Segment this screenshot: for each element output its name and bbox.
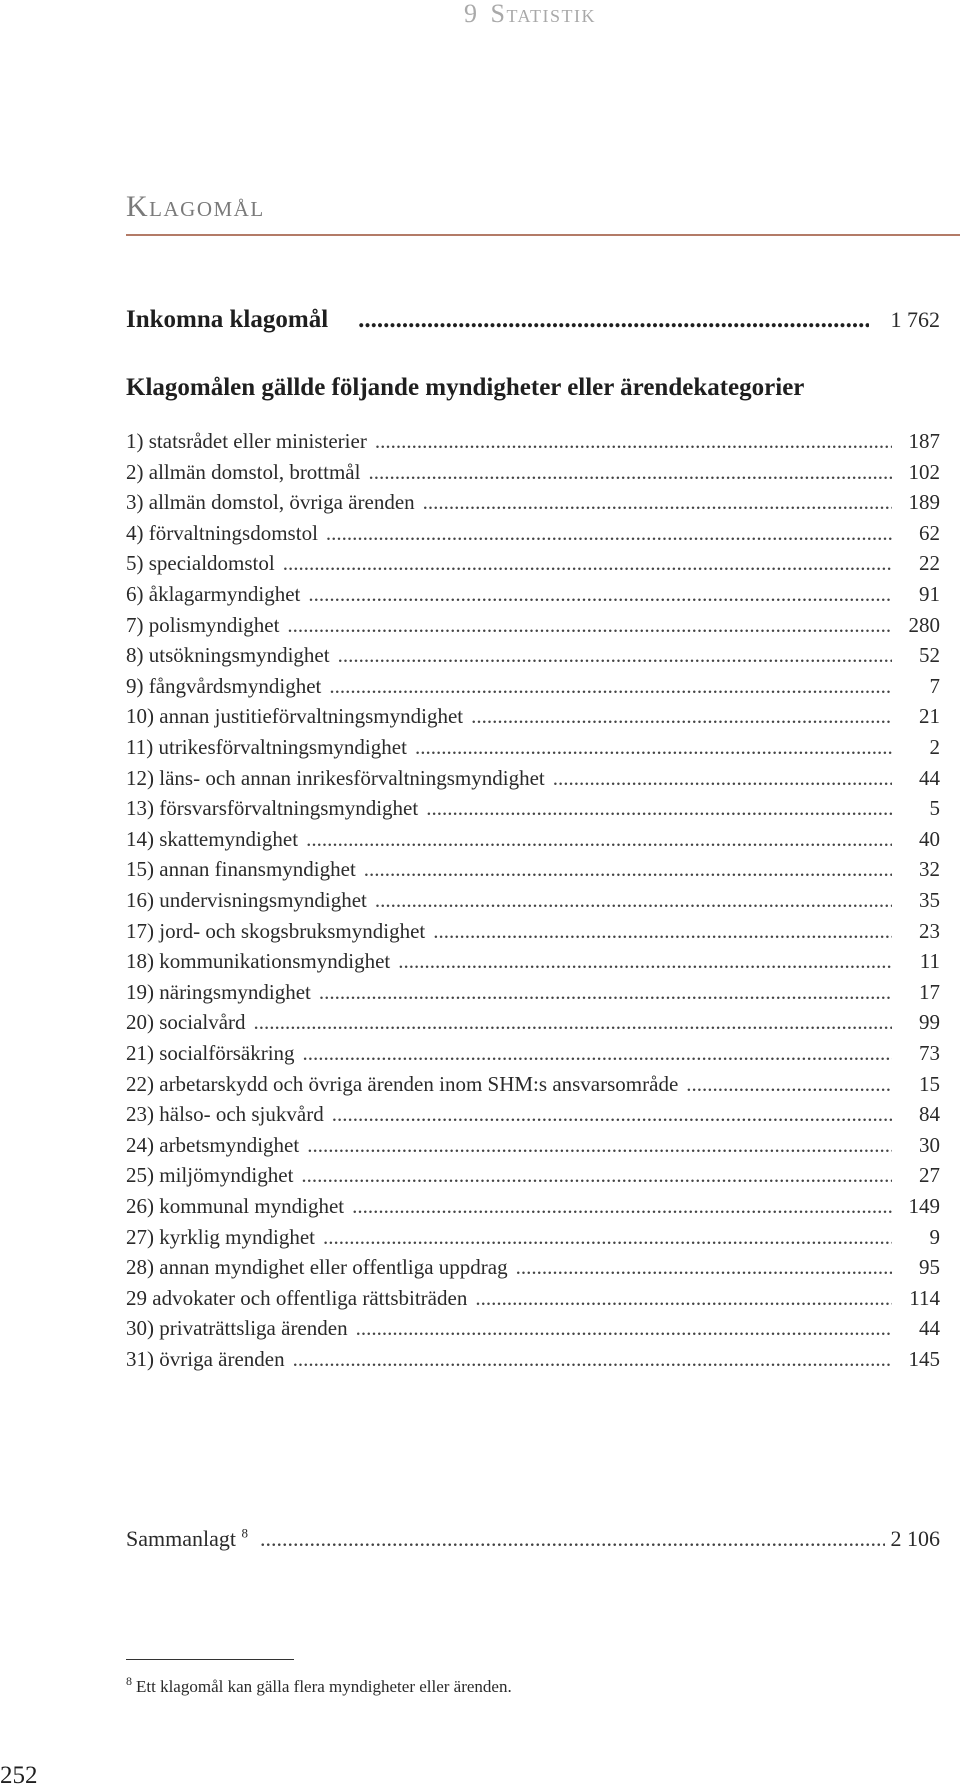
footnote-divider xyxy=(126,1659,294,1660)
dot-leader xyxy=(260,1525,885,1553)
category-count: 145 xyxy=(908,1347,940,1371)
category-count: 40 xyxy=(919,826,940,851)
category-row xyxy=(126,887,940,913)
dot-leader xyxy=(356,1315,892,1341)
category-row xyxy=(126,1132,940,1158)
category-row xyxy=(126,581,940,607)
category-row xyxy=(126,795,940,821)
dot-leader xyxy=(254,1009,892,1035)
category-count: 91 xyxy=(919,582,940,606)
category-count: 2 xyxy=(929,735,940,759)
category-count: 27 xyxy=(919,1163,940,1188)
category-row xyxy=(126,673,940,699)
category-count: 73 xyxy=(919,1041,940,1065)
dot-leader xyxy=(301,1162,892,1188)
dot-leader xyxy=(308,581,892,607)
category-label: 15) annan finansmyndighet xyxy=(126,857,356,882)
category-count: 44 xyxy=(919,765,940,790)
category-row xyxy=(126,734,940,760)
category-row xyxy=(126,948,940,974)
category-label: 13) försvarsförvaltningsmyndighet xyxy=(126,796,419,821)
dot-leader xyxy=(516,1254,892,1280)
total-label xyxy=(126,1525,248,1553)
category-label: 14) skattemyndighet xyxy=(126,826,299,851)
footnote-mark: 8 xyxy=(126,1674,132,1689)
category-count: 99 xyxy=(919,1010,940,1035)
dot-leader xyxy=(352,1193,892,1219)
category-row xyxy=(126,1009,940,1035)
dot-leader xyxy=(293,1346,892,1372)
category-count: 5 xyxy=(929,796,940,821)
category-row xyxy=(126,856,940,882)
dot-leader xyxy=(303,1040,892,1066)
dot-leader xyxy=(398,948,892,974)
received-value: 1 762 xyxy=(890,307,940,332)
category-row xyxy=(126,489,940,515)
dot-leader xyxy=(433,918,892,944)
category-count: 102 xyxy=(908,459,940,484)
category-row xyxy=(126,1224,940,1250)
section-divider xyxy=(126,234,960,236)
category-row xyxy=(126,520,940,546)
category-count: 15 xyxy=(919,1071,940,1096)
dot-leader xyxy=(368,459,892,485)
category-label: 18) kommunikationsmyndighet xyxy=(126,949,391,974)
category-label: 17) jord- och skogsbruksmyndighet xyxy=(126,918,426,943)
category-count: 44 xyxy=(919,1316,940,1341)
dot-leader xyxy=(283,550,892,576)
category-row xyxy=(126,642,940,668)
chapter-number: 9 xyxy=(464,0,479,28)
category-row xyxy=(126,550,940,576)
category-label: 4) förvaltningsdomstol xyxy=(126,520,318,545)
category-count: 114 xyxy=(909,1285,940,1310)
category-count: 280 xyxy=(908,612,940,637)
dot-leader xyxy=(471,703,892,729)
footnote-text: Ett klagomål kan gälla flera myndigheter eller ärenden. xyxy=(136,1677,512,1696)
category-label: 22) arbetarskydd och övriga ärenden inom SHM:s ansvarsområde xyxy=(126,1071,679,1096)
category-label: 5) specialdomstol xyxy=(126,551,275,576)
dot-leader xyxy=(319,979,892,1005)
category-label: 30) privaträttsliga ärenden xyxy=(126,1316,348,1341)
category-count: 21 xyxy=(919,704,940,729)
category-label: 12) läns- och annan inrikesförvaltningsmyndighet xyxy=(126,765,545,790)
dot-leader xyxy=(364,856,892,882)
category-row xyxy=(126,826,940,852)
dot-leader xyxy=(426,795,892,821)
category-label: 2) allmän domstol, brottmål xyxy=(126,459,361,484)
categories-heading: Klagomålen gällde följande myndigheter eller ärendekategorier xyxy=(126,374,805,401)
category-count: 17 xyxy=(919,979,940,1004)
dot-leader xyxy=(307,1132,892,1158)
dot-leader xyxy=(338,642,892,668)
category-row xyxy=(126,1162,940,1188)
category-count: 84 xyxy=(919,1102,940,1127)
category-label: 25) miljömyndighet xyxy=(126,1163,294,1188)
category-row xyxy=(126,1071,940,1097)
category-label: 9) fångvårdsmyndighet xyxy=(126,673,322,698)
footnote xyxy=(126,1676,512,1698)
category-count: 52 xyxy=(919,643,940,668)
received-complaints-row xyxy=(126,305,940,335)
dot-leader xyxy=(306,826,892,852)
category-label: 8) utsökningsmyndighet xyxy=(126,643,330,668)
total-label-text: Sammanlagt xyxy=(126,1526,236,1551)
category-row xyxy=(126,1193,940,1219)
category-row xyxy=(126,703,940,729)
category-count: 23 xyxy=(919,918,940,943)
dot-leader xyxy=(329,673,892,699)
dot-leader xyxy=(686,1071,892,1097)
category-count: 30 xyxy=(919,1132,940,1157)
category-row xyxy=(126,1346,940,1372)
dot-leader xyxy=(415,734,892,760)
dot-leader xyxy=(375,428,892,454)
received-label: Inkomna klagomål xyxy=(126,306,329,333)
category-row xyxy=(126,1285,940,1311)
category-count: 11 xyxy=(919,949,940,974)
category-label: 26) kommunal myndighet xyxy=(126,1194,345,1218)
category-label: 27) kyrklig myndighet xyxy=(126,1224,315,1249)
category-count: 35 xyxy=(919,888,940,912)
category-label: 7) polismyndighet xyxy=(126,612,280,637)
category-label: 24) arbetsmyndighet xyxy=(126,1132,300,1157)
category-row xyxy=(126,765,940,791)
category-row xyxy=(126,428,940,454)
category-count: 62 xyxy=(919,520,940,545)
category-count: 22 xyxy=(919,551,940,576)
dot-leader xyxy=(323,1224,892,1250)
dot-leader xyxy=(475,1285,892,1311)
category-row xyxy=(126,918,940,944)
category-count: 187 xyxy=(908,429,940,453)
category-label: 3) allmän domstol, övriga ärenden xyxy=(126,490,415,515)
dot-leader xyxy=(423,489,892,515)
category-row xyxy=(126,979,940,1005)
page-number: 252 xyxy=(0,1762,38,1789)
running-head xyxy=(464,0,596,28)
category-label: 29 advokater och offentliga rättsbiträden xyxy=(126,1285,468,1310)
total-value: 2 106 xyxy=(890,1526,940,1551)
category-label: 21) socialförsäkring xyxy=(126,1041,295,1065)
category-row xyxy=(126,1101,940,1127)
chapter-title: Statistik xyxy=(490,0,597,28)
category-count: 7 xyxy=(929,673,940,698)
category-count: 189 xyxy=(908,490,940,515)
category-count: 32 xyxy=(919,857,940,882)
category-label: 19) näringsmyndighet xyxy=(126,979,311,1004)
total-footnote-mark: 8 xyxy=(241,1525,248,1541)
dot-leader xyxy=(287,612,892,638)
category-label: 16) undervisningsmyndighet xyxy=(126,888,367,912)
dot-leader xyxy=(358,305,868,335)
category-label: 6) åklagarmyndighet xyxy=(126,582,301,606)
dot-leader xyxy=(375,887,892,913)
total-row xyxy=(126,1525,940,1553)
category-row xyxy=(126,459,940,485)
section-title: Klagomål xyxy=(126,190,265,223)
category-row xyxy=(126,1254,940,1280)
category-label: 1) statsrådet eller ministerier xyxy=(126,429,367,453)
category-count: 149 xyxy=(908,1194,940,1218)
category-label: 31) övriga ärenden xyxy=(126,1347,285,1371)
category-label: 20) socialvård xyxy=(126,1010,246,1035)
category-count: 9 xyxy=(929,1224,940,1249)
category-label: 23) hälso- och sjukvård xyxy=(126,1102,324,1127)
dot-leader xyxy=(553,765,892,791)
category-label: 10) annan justitieförvaltningsmyndighet xyxy=(126,704,464,729)
category-count: 95 xyxy=(919,1255,940,1280)
dot-leader xyxy=(326,520,892,546)
category-row xyxy=(126,1315,940,1341)
category-row xyxy=(126,1040,940,1066)
category-label: 11) utrikesförvaltningsmyndighet xyxy=(126,735,407,759)
category-row xyxy=(126,612,940,638)
dot-leader xyxy=(332,1101,892,1127)
category-label: 28) annan myndighet eller offentliga uppdrag xyxy=(126,1255,508,1280)
